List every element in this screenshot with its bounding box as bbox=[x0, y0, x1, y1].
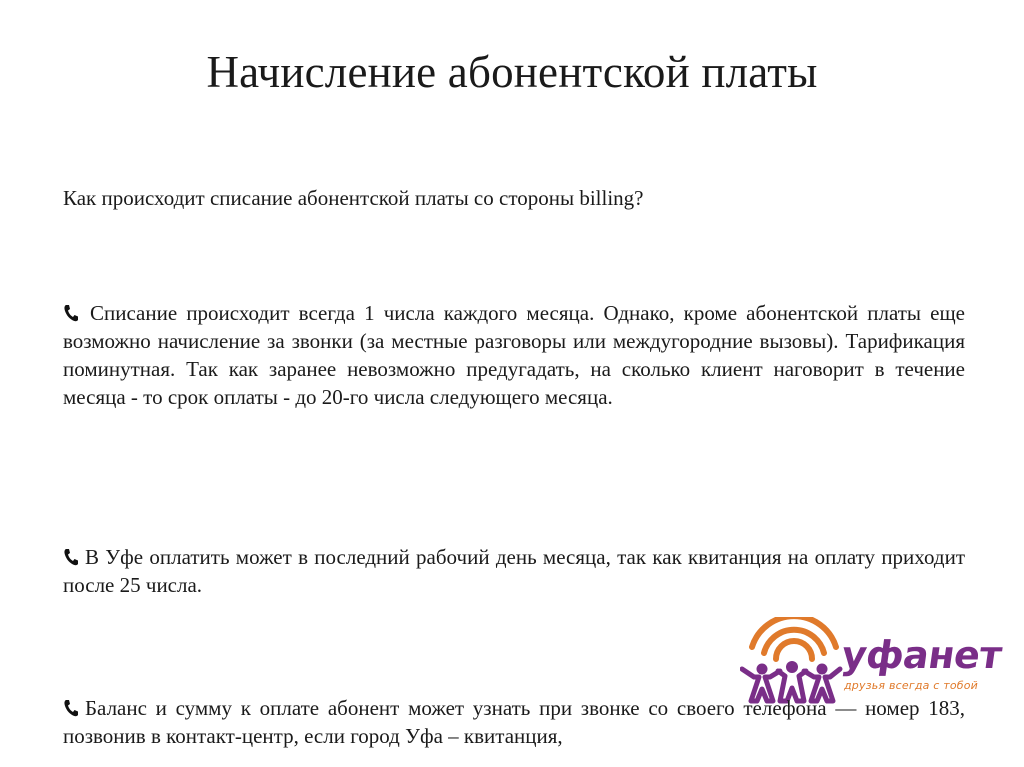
wifi-people-icon bbox=[740, 617, 844, 705]
slide-title: Начисление абонентской платы bbox=[206, 47, 818, 97]
bullet-paragraph bbox=[63, 299, 965, 411]
bullet-text: Баланс и сумму к оплате абонент может узнать при звонке со своего телефона — номер 183, позвонив в контакт-центр, если город Уфа – квитанция, bbox=[63, 696, 965, 748]
ufanet-logo bbox=[740, 617, 1005, 705]
phone-icon bbox=[63, 548, 79, 566]
logo-tagline: друзья всегда с тобой bbox=[844, 679, 979, 692]
phone-icon bbox=[63, 699, 79, 717]
phone-icon bbox=[63, 304, 79, 322]
bullet-text: Списание происходит всегда 1 числа каждого месяца. Однако, кроме абонентской платы еще возможно начисление за звонки (за местные разговоры или междугородние вызовы). Тарификация поминутная. Так как заранее невозможно предугадать, на сколько клиент наговорит в течение месяца - то срок оплаты - до 20-го числа следующего месяца. bbox=[63, 301, 965, 409]
bullet-paragraph bbox=[63, 694, 965, 750]
bullet-paragraph bbox=[63, 543, 965, 599]
logo-name: уфанет bbox=[838, 633, 1005, 677]
bullet-text: В Уфе оплатить может в последний рабочий день месяца, так как квитанция на оплату приходит после 25 числа. bbox=[63, 545, 965, 597]
question-text: Как происходит списание абонентской платы со стороны billing? bbox=[63, 186, 644, 210]
